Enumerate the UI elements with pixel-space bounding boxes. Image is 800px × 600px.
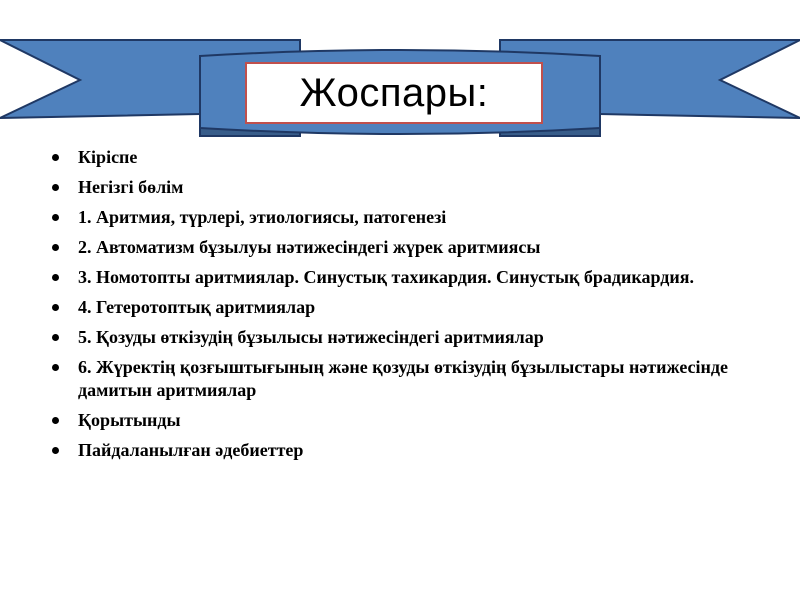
slide-title: Жоспары: bbox=[299, 70, 489, 115]
list-item bbox=[50, 296, 750, 319]
bullet-icon bbox=[52, 244, 59, 251]
list-item-text: 2. Автоматизм бұзылуы нәтижесіндегі жүрек аритмиясы bbox=[78, 237, 541, 257]
list-item-text: Қорытынды bbox=[78, 410, 181, 430]
list-item-text: 6. Жүректің қозғыштығының және қозуды өткізудің бұзылыстары нәтижесінде дамитын аритмиялар bbox=[78, 357, 729, 400]
bullet-icon bbox=[52, 304, 59, 311]
bullet-icon bbox=[52, 274, 59, 281]
bullet-icon bbox=[52, 334, 59, 341]
bullet-icon bbox=[52, 184, 59, 191]
list-item-text: Кіріспе bbox=[78, 147, 138, 167]
list-item bbox=[50, 409, 750, 432]
list-item bbox=[50, 236, 750, 259]
list-item-text: 5. Қозуды өткізудің бұзылысы нәтижесіндегі аритмиялар bbox=[78, 327, 544, 347]
list-item bbox=[50, 439, 750, 462]
list-item-text: 3. Номотопты аритмиялар. Синустық тахикардия. Синустық брадикардия. bbox=[78, 267, 694, 287]
list-item bbox=[50, 146, 750, 169]
bullet-icon bbox=[52, 364, 59, 371]
list-item-text: Негізгі бөлім bbox=[78, 177, 184, 197]
bullet-list bbox=[50, 146, 750, 469]
list-item bbox=[50, 266, 750, 289]
list-item bbox=[50, 326, 750, 349]
title-box bbox=[245, 62, 543, 124]
bullet-icon bbox=[52, 154, 59, 161]
bullet-icon bbox=[52, 417, 59, 424]
list-item-text: 1. Аритмия, түрлері, этиологиясы, патогенезі bbox=[78, 207, 447, 227]
list-item bbox=[50, 206, 750, 229]
bullet-icon bbox=[52, 214, 59, 221]
list-item bbox=[50, 176, 750, 199]
list-item-text: Пайдаланылған әдебиеттер bbox=[78, 440, 304, 460]
list-item bbox=[50, 356, 750, 402]
list-item-text: 4. Гетеротоптық аритмиялар bbox=[78, 297, 316, 317]
bullet-icon bbox=[52, 447, 59, 454]
